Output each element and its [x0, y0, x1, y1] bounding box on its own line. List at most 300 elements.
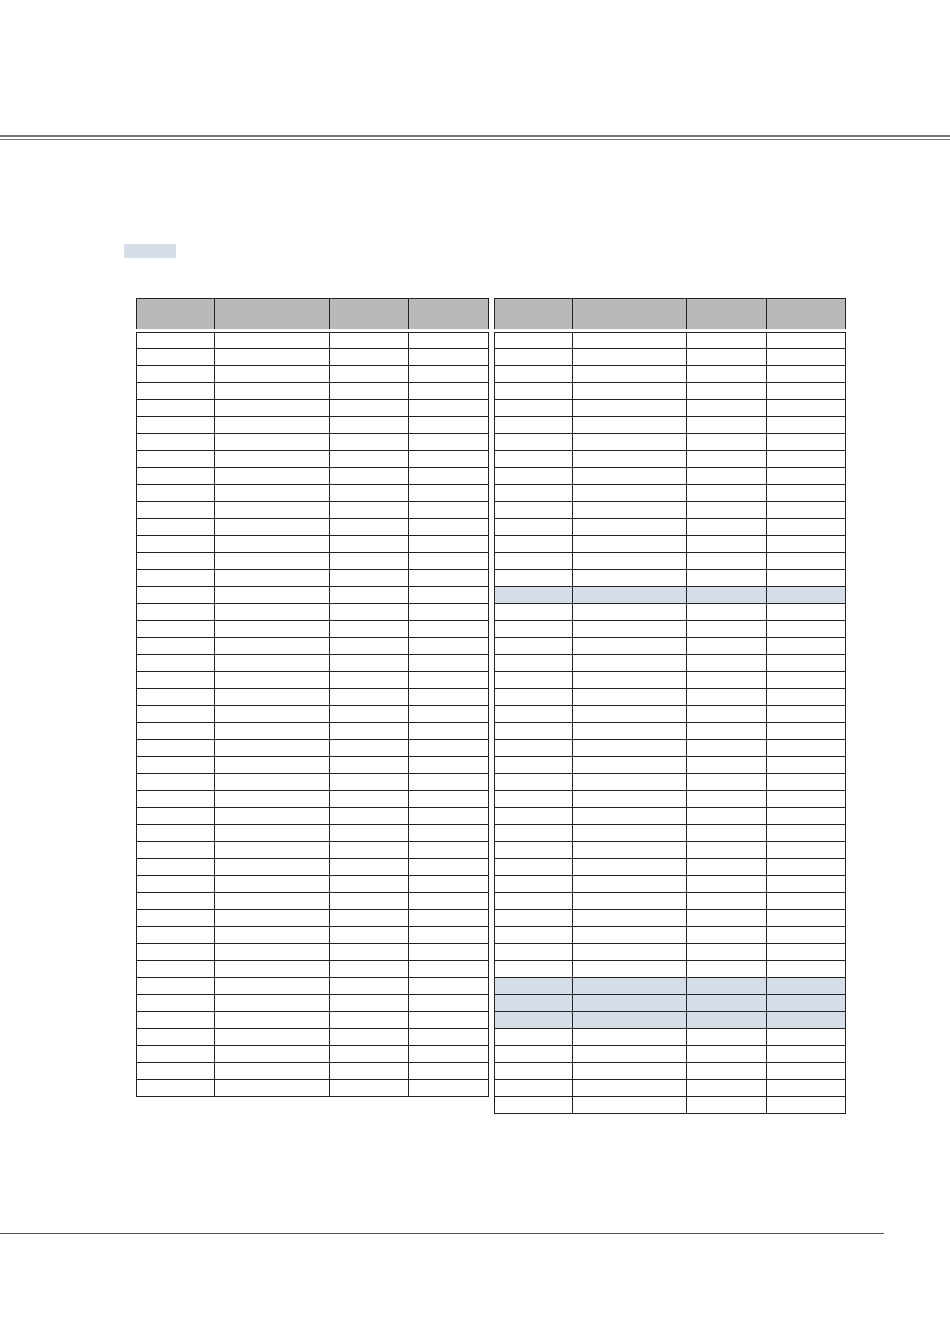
- table-cell: [330, 723, 409, 740]
- table-cell: [573, 978, 687, 995]
- table-cell: [330, 570, 409, 587]
- table-cell: [687, 553, 767, 570]
- table-cell: [137, 774, 215, 791]
- table-cell: [687, 740, 767, 757]
- table-row: [137, 349, 489, 366]
- table-cell: [137, 621, 215, 638]
- table-cell: [573, 995, 687, 1012]
- table-header-row: [137, 299, 489, 331]
- table-row: [495, 825, 846, 842]
- table-cell: [137, 366, 215, 383]
- table-cell: [573, 910, 687, 927]
- table-cell: [687, 366, 767, 383]
- table-cell: [767, 1097, 846, 1114]
- table-cell: [137, 995, 215, 1012]
- table-row: [495, 366, 846, 383]
- table-cell: [215, 519, 330, 536]
- table-cell: [573, 621, 687, 638]
- column-header: [137, 299, 215, 331]
- table-row: [137, 468, 489, 485]
- table-cell: [409, 1063, 489, 1080]
- table-cell: [767, 1029, 846, 1046]
- table-cell: [409, 978, 489, 995]
- table-cell: [687, 859, 767, 876]
- table-cell: [215, 1012, 330, 1029]
- table-cell: [495, 587, 573, 604]
- table-cell: [215, 876, 330, 893]
- table-cell: [137, 519, 215, 536]
- table-cell: [573, 655, 687, 672]
- table-row: [137, 706, 489, 723]
- table-cell: [137, 808, 215, 825]
- table-cell: [330, 808, 409, 825]
- table-cell: [409, 961, 489, 978]
- table-cell: [409, 604, 489, 621]
- table-cell: [137, 638, 215, 655]
- table-cell: [767, 655, 846, 672]
- table-row: [495, 638, 846, 655]
- table-cell: [137, 1012, 215, 1029]
- table-cell: [137, 893, 215, 910]
- table-cell: [767, 587, 846, 604]
- table-cell: [767, 1063, 846, 1080]
- table-cell: [409, 366, 489, 383]
- table-cell: [573, 1012, 687, 1029]
- table-row: [495, 672, 846, 689]
- table-row: [137, 1046, 489, 1063]
- table-cell: [215, 655, 330, 672]
- table-cell: [495, 604, 573, 621]
- table-cell: [330, 553, 409, 570]
- table-row: [495, 995, 846, 1012]
- table-cell: [495, 1097, 573, 1114]
- table-cell: [573, 1063, 687, 1080]
- table-cell: [215, 740, 330, 757]
- table-cell: [573, 638, 687, 655]
- table-cell: [330, 621, 409, 638]
- table-cell: [137, 468, 215, 485]
- table-cell: [687, 1097, 767, 1114]
- table-cell: [767, 502, 846, 519]
- table-cell: [573, 417, 687, 434]
- table-cell: [495, 349, 573, 366]
- table-row: [495, 502, 846, 519]
- table-row: [137, 400, 489, 417]
- table-row: [137, 825, 489, 842]
- table-cell: [573, 740, 687, 757]
- table-row: [137, 944, 489, 961]
- column-header: [409, 299, 489, 331]
- table-cell: [409, 587, 489, 604]
- table-cell: [215, 366, 330, 383]
- table-row: [137, 978, 489, 995]
- table-cell: [330, 995, 409, 1012]
- table-cell: [330, 961, 409, 978]
- table-cell: [409, 876, 489, 893]
- table-cell: [330, 519, 409, 536]
- table-row: [495, 417, 846, 434]
- table-cell: [687, 672, 767, 689]
- table-cell: [137, 876, 215, 893]
- table-cell: [137, 672, 215, 689]
- table-row: [495, 1080, 846, 1097]
- table-row: [137, 638, 489, 655]
- table-cell: [573, 774, 687, 791]
- table-cell: [573, 1080, 687, 1097]
- table-cell: [137, 791, 215, 808]
- table-cell: [687, 485, 767, 502]
- table-cell: [215, 604, 330, 621]
- table-cell: [137, 927, 215, 944]
- table-row: [495, 485, 846, 502]
- table-cell: [573, 927, 687, 944]
- table-cell: [495, 876, 573, 893]
- table-row: [137, 570, 489, 587]
- column-header: [495, 299, 573, 331]
- table-row: [495, 383, 846, 400]
- table-cell: [137, 706, 215, 723]
- table-cell: [767, 331, 846, 349]
- table-cell: [687, 638, 767, 655]
- table-cell: [573, 842, 687, 859]
- table-cell: [495, 1063, 573, 1080]
- table-cell: [409, 927, 489, 944]
- table-row: [495, 468, 846, 485]
- table-cell: [330, 689, 409, 706]
- table-cell: [215, 349, 330, 366]
- table-cell: [687, 944, 767, 961]
- table-cell: [687, 1012, 767, 1029]
- table-row: [137, 331, 489, 349]
- table-row: [495, 876, 846, 893]
- table-cell: [409, 706, 489, 723]
- table-cell: [495, 1080, 573, 1097]
- table-row: [495, 451, 846, 468]
- table-cell: [215, 1029, 330, 1046]
- table-cell: [215, 706, 330, 723]
- table-cell: [767, 995, 846, 1012]
- table-cell: [495, 944, 573, 961]
- table-cell: [137, 859, 215, 876]
- table-cell: [687, 876, 767, 893]
- table-cell: [495, 774, 573, 791]
- table-cell: [330, 502, 409, 519]
- column-header: [573, 299, 687, 331]
- table-cell: [687, 621, 767, 638]
- table-cell: [687, 757, 767, 774]
- table-cell: [215, 383, 330, 400]
- table-row: [137, 740, 489, 757]
- table-cell: [409, 451, 489, 468]
- table-cell: [767, 689, 846, 706]
- table-cell: [215, 944, 330, 961]
- table-row: [495, 842, 846, 859]
- table-cell: [767, 604, 846, 621]
- table-cell: [409, 859, 489, 876]
- table-cell: [330, 1029, 409, 1046]
- table-cell: [409, 910, 489, 927]
- table-cell: [409, 383, 489, 400]
- table-cell: [215, 485, 330, 502]
- table-header-row: [495, 299, 846, 331]
- table-cell: [573, 876, 687, 893]
- table-row: [495, 893, 846, 910]
- table-cell: [687, 723, 767, 740]
- table-row: [137, 519, 489, 536]
- table-row: [495, 400, 846, 417]
- table-cell: [409, 1012, 489, 1029]
- table-row: [137, 791, 489, 808]
- table-row: [495, 740, 846, 757]
- table-cell: [687, 434, 767, 451]
- table-cell: [687, 808, 767, 825]
- table-cell: [215, 995, 330, 1012]
- table-cell: [137, 961, 215, 978]
- table-row: [495, 808, 846, 825]
- table-cell: [215, 689, 330, 706]
- table-row: [137, 876, 489, 893]
- table-row: [137, 604, 489, 621]
- table-cell: [330, 842, 409, 859]
- table-cell: [215, 621, 330, 638]
- table-row: [495, 1063, 846, 1080]
- column-header: [330, 299, 409, 331]
- table-cell: [767, 485, 846, 502]
- table-cell: [495, 995, 573, 1012]
- table-cell: [330, 604, 409, 621]
- table-cell: [330, 638, 409, 655]
- table-cell: [495, 366, 573, 383]
- column-header: [215, 299, 330, 331]
- table-row: [137, 859, 489, 876]
- table-cell: [767, 349, 846, 366]
- table-cell: [573, 502, 687, 519]
- table-cell: [330, 944, 409, 961]
- table-cell: [137, 1063, 215, 1080]
- table-cell: [687, 927, 767, 944]
- table-cell: [687, 536, 767, 553]
- table-cell: [330, 825, 409, 842]
- table-row: [137, 553, 489, 570]
- table-cell: [330, 468, 409, 485]
- table-row: [495, 553, 846, 570]
- table-cell: [137, 434, 215, 451]
- table-cell: [687, 331, 767, 349]
- table-cell: [137, 1029, 215, 1046]
- table-cell: [330, 451, 409, 468]
- table-cell: [409, 1029, 489, 1046]
- table-cell: [409, 570, 489, 587]
- table-cell: [767, 1012, 846, 1029]
- table-cell: [409, 417, 489, 434]
- table-cell: [409, 1046, 489, 1063]
- table-cell: [409, 672, 489, 689]
- table-cell: [495, 825, 573, 842]
- table-cell: [215, 1080, 330, 1097]
- table-cell: [495, 961, 573, 978]
- table-row: [495, 723, 846, 740]
- table-cell: [767, 672, 846, 689]
- table-cell: [137, 1080, 215, 1097]
- table-cell: [137, 689, 215, 706]
- table-cell: [767, 740, 846, 757]
- table-cell: [137, 349, 215, 366]
- table-cell: [767, 791, 846, 808]
- table-cell: [409, 944, 489, 961]
- table-cell: [215, 451, 330, 468]
- table-cell: [687, 502, 767, 519]
- table-cell: [767, 1046, 846, 1063]
- table-cell: [330, 978, 409, 995]
- table-cell: [767, 961, 846, 978]
- table-cell: [495, 502, 573, 519]
- table-cell: [137, 331, 215, 349]
- table-cell: [687, 570, 767, 587]
- table-row: [137, 1063, 489, 1080]
- table-cell: [495, 621, 573, 638]
- table-cell: [767, 978, 846, 995]
- table-cell: [573, 349, 687, 366]
- table-row: [495, 944, 846, 961]
- table-cell: [573, 706, 687, 723]
- table-cell: [330, 655, 409, 672]
- table-cell: [573, 757, 687, 774]
- table-cell: [409, 485, 489, 502]
- table-cell: [687, 451, 767, 468]
- table-row: [495, 961, 846, 978]
- table-cell: [409, 757, 489, 774]
- header-rule: [0, 135, 950, 137]
- table-row: [495, 978, 846, 995]
- table-row: [495, 1097, 846, 1114]
- table-cell: [137, 910, 215, 927]
- table-row: [495, 519, 846, 536]
- table-cell: [573, 434, 687, 451]
- section-marker: [124, 244, 176, 258]
- table-row: [137, 842, 489, 859]
- table-cell: [215, 757, 330, 774]
- table-cell: [409, 774, 489, 791]
- table-cell: [767, 536, 846, 553]
- table-cell: [687, 995, 767, 1012]
- table-cell: [137, 587, 215, 604]
- table-cell: [137, 757, 215, 774]
- table-cell: [495, 400, 573, 417]
- table-cell: [767, 451, 846, 468]
- table-cell: [215, 417, 330, 434]
- table-cell: [767, 383, 846, 400]
- table-cell: [573, 383, 687, 400]
- table-cell: [215, 400, 330, 417]
- table-row: [137, 723, 489, 740]
- table-row: [137, 689, 489, 706]
- table-cell: [495, 740, 573, 757]
- table-cell: [330, 485, 409, 502]
- table-cell: [330, 740, 409, 757]
- table-cell: [687, 1080, 767, 1097]
- table-cell: [409, 349, 489, 366]
- table-cell: [330, 383, 409, 400]
- table-cell: [137, 740, 215, 757]
- table-cell: [687, 655, 767, 672]
- table-cell: [330, 434, 409, 451]
- table-cell: [495, 723, 573, 740]
- table-row: [137, 536, 489, 553]
- table-cell: [215, 638, 330, 655]
- table-cell: [409, 995, 489, 1012]
- table-cell: [409, 655, 489, 672]
- table-row: [495, 536, 846, 553]
- table-row: [495, 1012, 846, 1029]
- table-cell: [687, 893, 767, 910]
- table-cell: [495, 808, 573, 825]
- table-cell: [573, 672, 687, 689]
- table-cell: [573, 961, 687, 978]
- table-cell: [215, 1046, 330, 1063]
- table-row: [495, 791, 846, 808]
- table-cell: [767, 570, 846, 587]
- table-cell: [573, 468, 687, 485]
- table-row: [137, 672, 489, 689]
- table-row: [137, 1029, 489, 1046]
- table-row: [137, 655, 489, 672]
- table-cell: [767, 553, 846, 570]
- table-cell: [573, 723, 687, 740]
- table-cell: [687, 842, 767, 859]
- table-cell: [409, 842, 489, 859]
- table-cell: [495, 383, 573, 400]
- table-cell: [330, 536, 409, 553]
- column-header: [687, 299, 767, 331]
- table-cell: [330, 417, 409, 434]
- table-cell: [495, 757, 573, 774]
- table-cell: [687, 706, 767, 723]
- table-row: [137, 995, 489, 1012]
- table-cell: [215, 927, 330, 944]
- table-cell: [409, 740, 489, 757]
- table-cell: [767, 774, 846, 791]
- table-cell: [330, 331, 409, 349]
- table-cell: [573, 587, 687, 604]
- table-cell: [767, 706, 846, 723]
- table-cell: [767, 468, 846, 485]
- table-row: [495, 570, 846, 587]
- table-cell: [687, 383, 767, 400]
- table-cell: [137, 944, 215, 961]
- table-cell: [767, 519, 846, 536]
- table-cell: [409, 553, 489, 570]
- table-cell: [573, 331, 687, 349]
- table-cell: [330, 400, 409, 417]
- table-cell: [137, 536, 215, 553]
- table-cell: [330, 791, 409, 808]
- table-cell: [573, 689, 687, 706]
- table-row: [137, 1080, 489, 1097]
- table-cell: [495, 570, 573, 587]
- table-cell: [137, 723, 215, 740]
- table-cell: [215, 808, 330, 825]
- table-cell: [215, 553, 330, 570]
- table-cell: [687, 774, 767, 791]
- table-row: [495, 434, 846, 451]
- table-cell: [330, 366, 409, 383]
- table-cell: [215, 910, 330, 927]
- table-cell: [409, 468, 489, 485]
- table-cell: [215, 825, 330, 842]
- table-cell: [767, 859, 846, 876]
- table-cell: [687, 417, 767, 434]
- table-cell: [409, 502, 489, 519]
